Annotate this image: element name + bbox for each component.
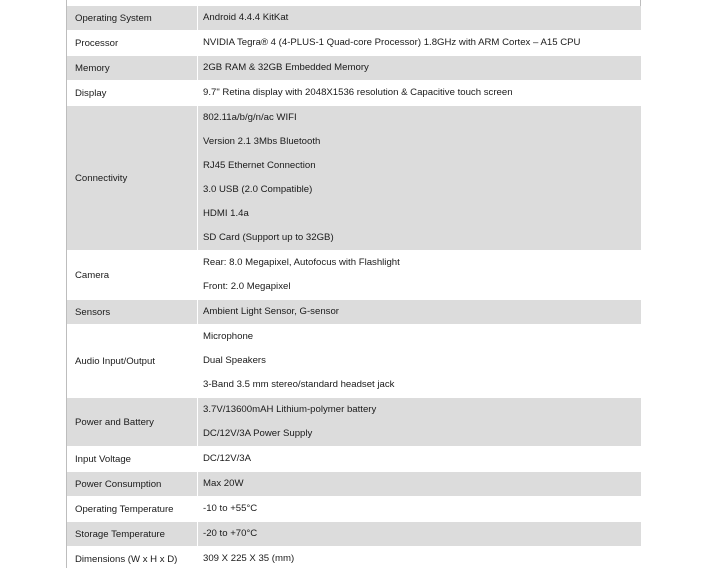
- spec-value-cell: [198, 6, 642, 31]
- spec-row: [67, 6, 641, 31]
- spec-label: Camera: [75, 269, 110, 281]
- spec-value-cell: [198, 81, 642, 106]
- spec-label-cell: [67, 447, 198, 472]
- spec-value: Rear: 8.0 Megapixel, Autofocus with Flashlight: [203, 257, 400, 268]
- spec-value-cell: [198, 300, 642, 325]
- spec-value: 802.11a/b/g/n/ac WIFI: [203, 112, 297, 123]
- spec-value: Version 2.1 3Mbs Bluetooth: [203, 136, 321, 147]
- spec-value-cell: [198, 251, 642, 300]
- spec-value: RJ45 Ethernet Connection: [203, 160, 316, 171]
- spec-row: [67, 398, 641, 447]
- spec-value-cell: [198, 447, 642, 472]
- spec-label-cell: [67, 325, 198, 398]
- spec-label: Display: [75, 87, 107, 99]
- spec-value: 2GB RAM & 32GB Embedded Memory: [203, 62, 369, 73]
- spec-label: Power and Battery: [75, 416, 154, 428]
- spec-row: [67, 325, 641, 398]
- spec-value: Front: 2.0 Megapixel: [203, 281, 291, 292]
- spec-value-cell: [198, 398, 642, 447]
- spec-label-cell: [67, 6, 198, 31]
- spec-row: [67, 251, 641, 300]
- spec-value: -20 to +70°C: [203, 528, 258, 539]
- spec-table: [67, 6, 641, 572]
- spec-label: Dimensions: [75, 553, 126, 565]
- spec-row: [67, 106, 641, 251]
- spec-label: Memory: [75, 62, 110, 74]
- spec-value: 3.0 USB (2.0 Compatible): [203, 184, 313, 195]
- spec-label-cell: [67, 251, 198, 300]
- spec-label-cell: [67, 522, 198, 547]
- spec-label: Sensors: [75, 306, 111, 318]
- spec-value: Microphone: [203, 331, 254, 342]
- spec-row: [67, 300, 641, 325]
- spec-value: Ambient Light Sensor, G-sensor: [203, 306, 339, 317]
- spec-value: -10 to +55°C: [203, 503, 258, 514]
- spec-sheet: [66, 0, 641, 568]
- spec-value-cell: [198, 522, 642, 547]
- spec-label: Connectivity: [75, 172, 128, 184]
- spec-table-body: [67, 6, 641, 572]
- spec-label-cell: [67, 300, 198, 325]
- spec-label: Input Voltage: [75, 453, 132, 465]
- spec-label: Operating Temperature: [75, 503, 174, 515]
- spec-label-cell: [67, 497, 198, 522]
- spec-value: Max 20W: [203, 478, 244, 489]
- spec-value-cell: [198, 325, 642, 398]
- spec-value: 3.7V/13600mAH Lithium-polymer battery: [203, 404, 377, 415]
- spec-row: [67, 497, 641, 522]
- spec-value: NVIDIA Tegra® 4 (4-PLUS-1 Quad-core Processor) 1.8GHz with ARM Cortex – A15 CPU: [203, 37, 581, 48]
- spec-row: [67, 31, 641, 56]
- spec-value: 309 X 225 X 35 (mm): [203, 553, 295, 564]
- spec-label: Storage Temperature: [75, 528, 165, 540]
- spec-value-cell: [198, 31, 642, 56]
- spec-label-suffix: (W x H x D): [127, 553, 178, 565]
- spec-value: DC/12V/3A: [203, 453, 251, 464]
- spec-value: Android 4.4.4 KitKat: [203, 12, 289, 23]
- spec-label: Audio Input/Output: [75, 355, 156, 367]
- spec-label-cell: [67, 472, 198, 497]
- spec-value: DC/12V/3A Power Supply: [203, 428, 313, 439]
- spec-row: [67, 472, 641, 497]
- spec-label-cell: [67, 106, 198, 251]
- spec-value: 9.7" Retina display with 2048X1536 resolution & Capacitive touch screen: [203, 87, 513, 98]
- spec-label-cell: [67, 81, 198, 106]
- spec-label-cell: [67, 31, 198, 56]
- spec-label-cell: [67, 398, 198, 447]
- spec-value: Dual Speakers: [203, 355, 266, 366]
- spec-label: Processor: [75, 37, 119, 49]
- spec-row: [67, 447, 641, 472]
- spec-value-cell: [198, 497, 642, 522]
- spec-row: [67, 81, 641, 106]
- spec-label: Operating System: [75, 12, 152, 24]
- spec-label-cell: [67, 56, 198, 81]
- spec-value: 3-Band 3.5 mm stereo/standard headset jack: [203, 379, 395, 390]
- spec-row: [67, 56, 641, 81]
- spec-value: HDMI 1.4a: [203, 208, 249, 219]
- spec-value-cell: [198, 106, 642, 251]
- spec-label: Power Consumption: [75, 478, 162, 490]
- spec-value: SD Card (Support up to 32GB): [203, 232, 334, 243]
- spec-value-cell: [198, 56, 642, 81]
- spec-value-cell: [198, 472, 642, 497]
- spec-row: [67, 522, 641, 547]
